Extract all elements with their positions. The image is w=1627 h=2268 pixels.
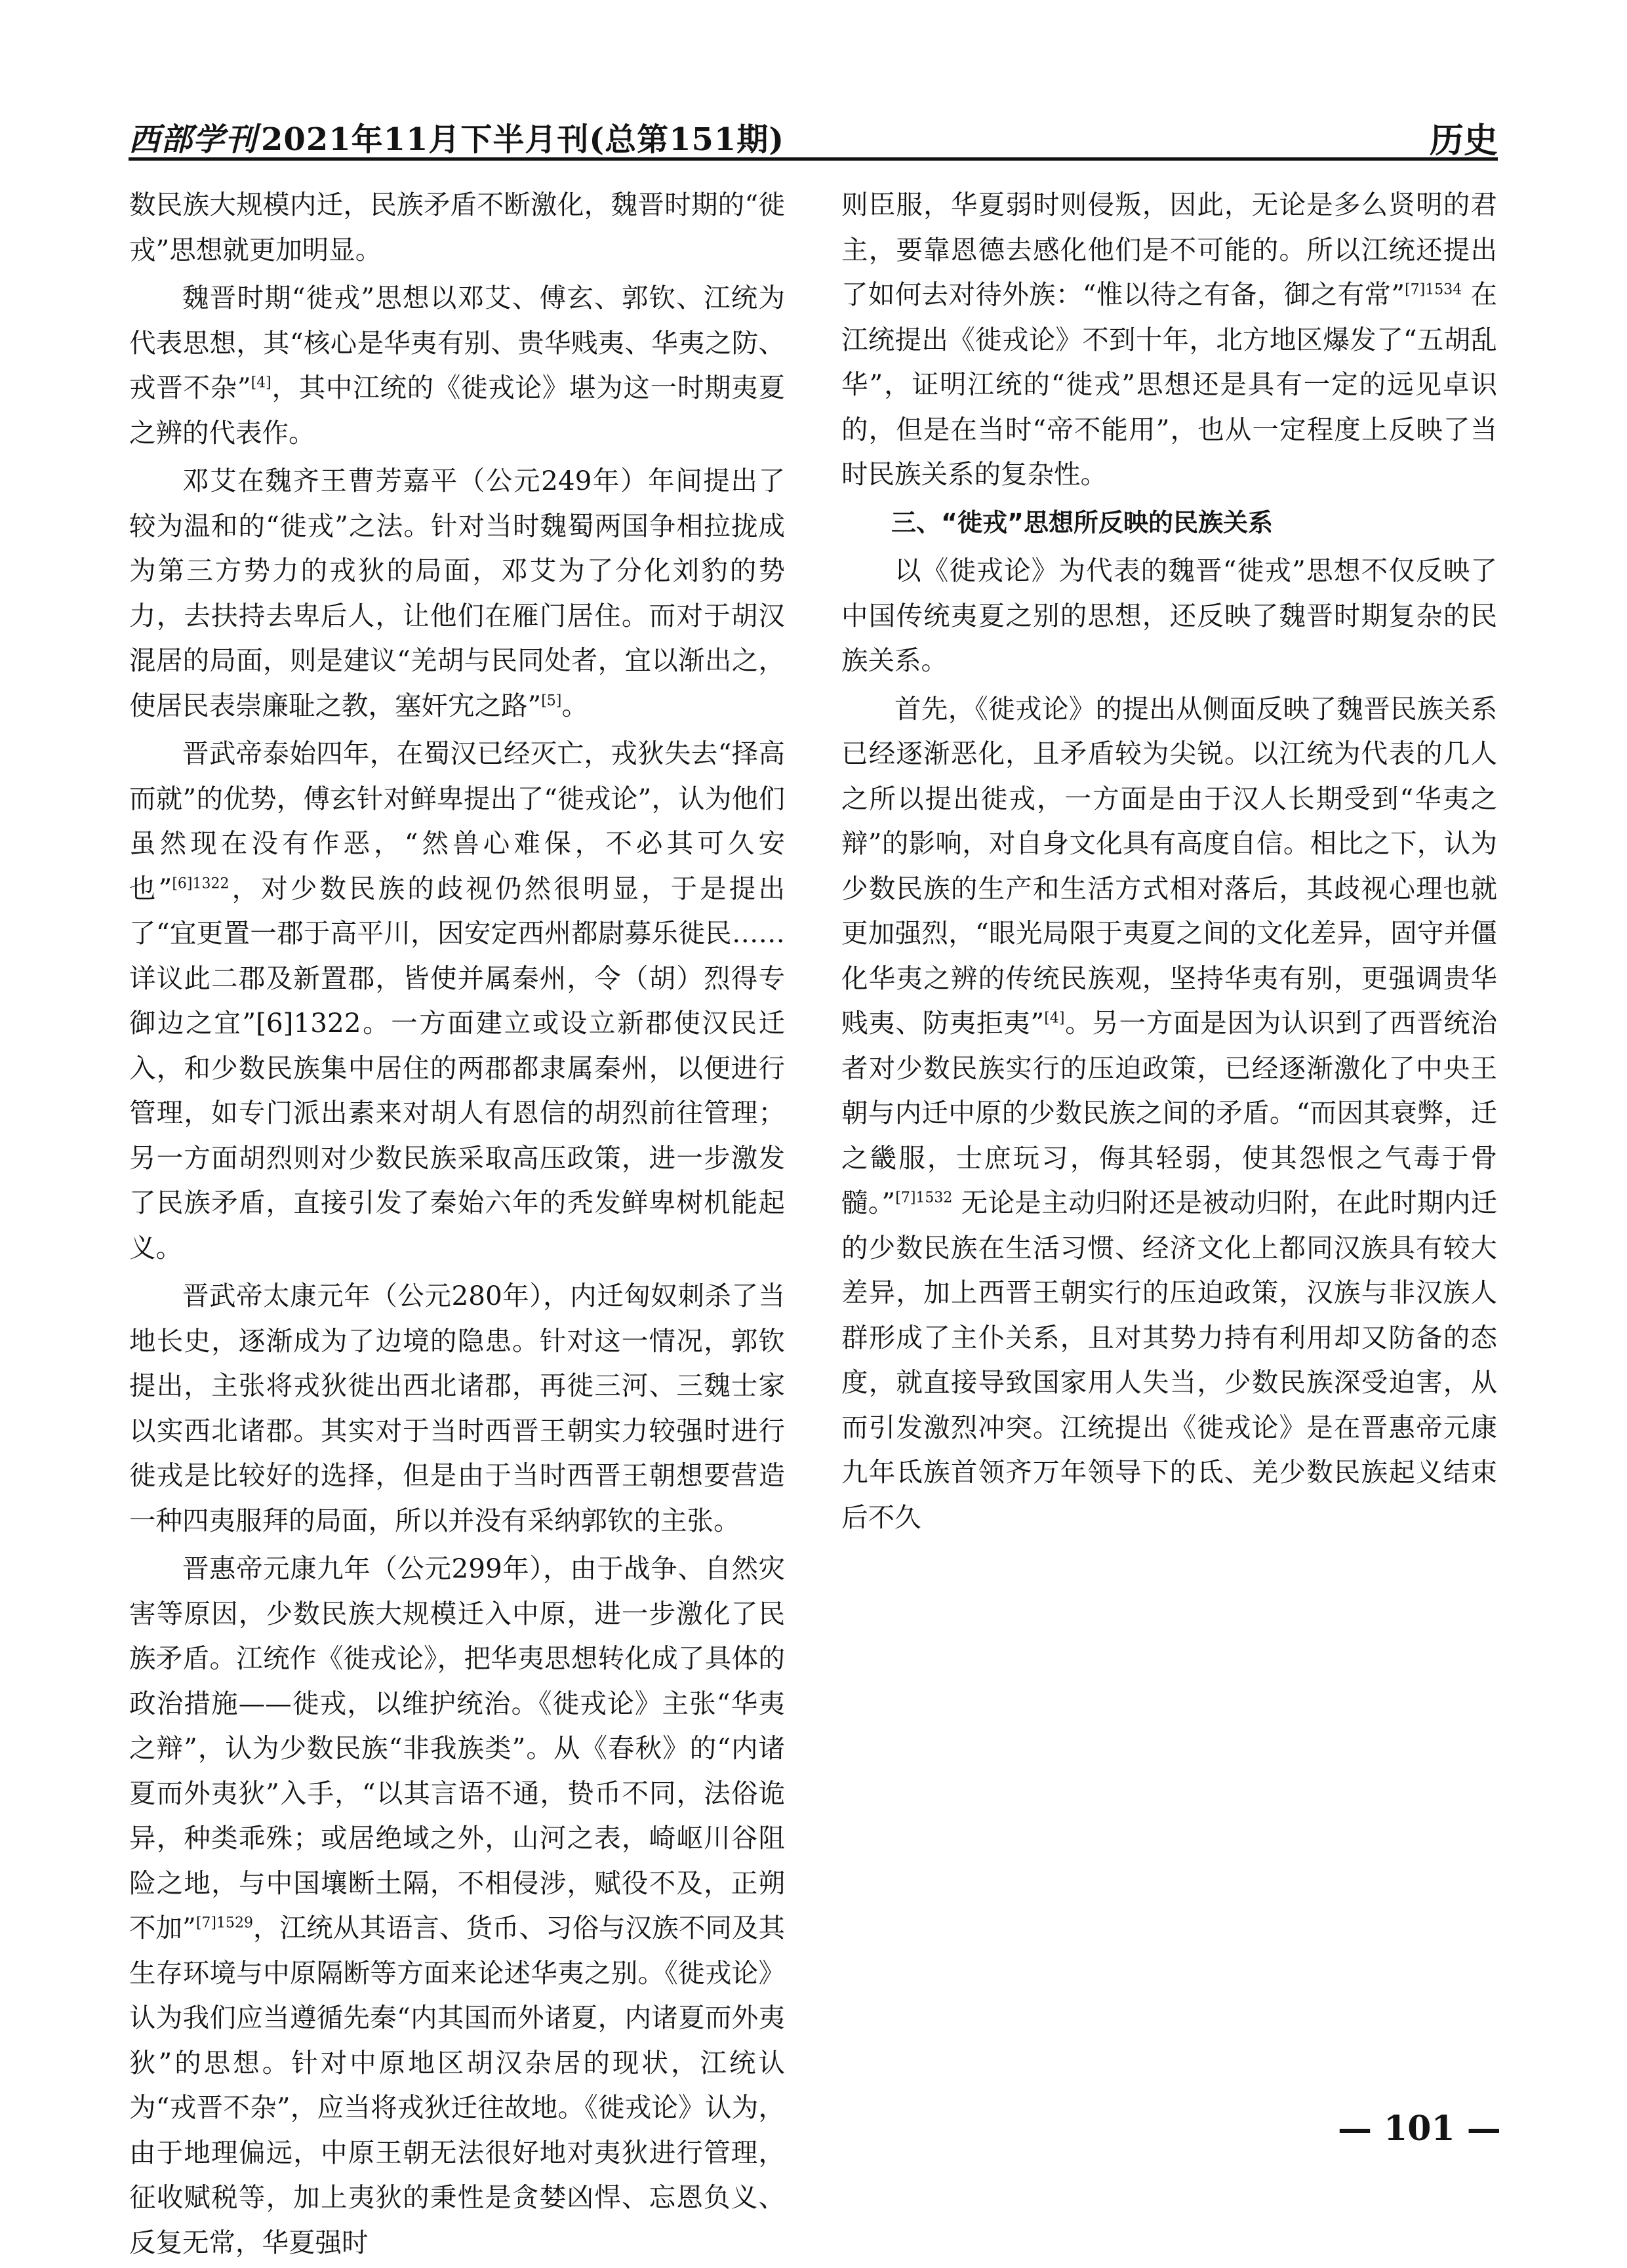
citation-marker: [6]1322 — [172, 875, 230, 892]
paragraph-text: ，江统从其语言、货币、习俗与汉族不同及其生存环境与中原隔断等方面来论述华夷之别。《徙戎论》认为我们应当遵循先秦“内其国而外诸夏，内诸夏而外夷狄”的思想。针对中原地区胡汉杂居的现状，江统认为“戎晋不杂”，应当将戎狄迁往故地。《徙戎论》认为，由于地理偏远，中原王朝无法很好地对夷狄进行管理，征收赋税等，加上夷狄的秉性是贪婪凶悍、忘恩负义、反复无常，华夏强时 — [129, 1912, 785, 2258]
paragraph-text: ，对少数民族的歧视仍然很明显，于是提出了“宜更置一郡于高平川，因安定西州都尉募乐徙民……详议此二郡及新置郡，皆使并属秦州，令（胡）烈得专御边之宜”[6]1322。一方面建立或设立新郡使汉民迁入，和少数民族集中居住的两郡都隶属秦州，以便进行管理，如专门派出素来对胡人有恩信的胡烈前往管理；另一方面胡烈则对少数民族采取高压政策，进一步激发了民族矛盾，直接引发了秦始六年的秃发鲜卑树机能起义。 — [129, 872, 785, 1263]
body-paragraph — [841, 686, 1497, 1540]
paragraph-text: 晋武帝泰始四年，在蜀汉已经灭亡，戎狄失去“择高而就”的优势，傅玄针对鲜卑提出了“徙戎论”，认为他们虽然现在没有作恶，“然兽心难保，不必其可久安也” — [129, 738, 785, 904]
paragraph-text: 。另一方面是因为认识到了西晋统治者对少数民族实行的压迫政策，已经逐渐激化了中央王朝与内迁中原的少数民族之间的矛盾。“而因其衰弊，迁之畿服，士庶玩习，侮其轻弱，使其怨恨之气毒于骨髓。” — [841, 1007, 1497, 1218]
paragraph-text: 则臣服，华夏弱时则侵叛，因此，无论是多么贤明的君主，要靠恩德去感化他们是不可能的。所以江统还提出了如何去对待外族：“惟以待之有备，御之有常” — [841, 189, 1497, 310]
body-paragraph — [129, 1273, 785, 1543]
body-paragraph — [129, 458, 785, 728]
paragraph-text: ，其中江统的《徙戎论》堪为这一时期夷夏之辨的代表作。 — [129, 372, 785, 448]
citation-marker: [7]1532 — [895, 1189, 953, 1206]
journal-logo: 西部学刊 — [129, 121, 258, 158]
section-heading: 三、“徙戎”思想所反映的民族关系 — [891, 507, 1273, 537]
body-paragraph — [129, 1546, 785, 2265]
body-paragraph — [129, 182, 785, 272]
section-title: 历史 — [1429, 121, 1498, 161]
body-paragraph — [129, 275, 785, 455]
body-paragraph — [841, 548, 1497, 683]
running-header — [129, 110, 1498, 161]
paragraph-text: 魏晋时期“徙戎”思想以邓艾、傅玄、郭钦、江统为代表思想，其“核心是华夷有别、贵华贱夷、华夷之防、戎晋不杂” — [129, 282, 785, 403]
journal-issue — [129, 114, 784, 159]
paragraph-text: 在江统提出《徙戎论》不到十年，北方地区爆发了“五胡乱华”，证明江统的“徙戎”思想还是具有一定的远见卓识的，但是在当时“帝不能用”，也从一定程度上反映了当时民族关系的复杂性。 — [841, 279, 1497, 490]
paragraph-text: 晋惠帝元康九年（公元299年），由于战争、自然灾害等原因，少数民族大规模迁入中原，进一步激化了民族矛盾。江统作《徙戎论》，把华夷思想转化成了具体的政治措施——徙戎，以维护统治。《徙戎论》主张“华夷之辩”，认为少数民族“非我族类”。从《春秋》的“内诸夏而外夷狄”入手，“以其言语不通，贽币不同，法俗诡异，种类乖殊；或居绝域之外，山河之表，崎岖川谷阻险之地，与中国壤断土隔，不相侵涉，赋役不及，正朔不加” — [129, 1553, 786, 1943]
paragraph-text: 。 — [561, 689, 588, 721]
citation-marker: [5] — [541, 692, 562, 709]
citation-marker: [4] — [1044, 1010, 1065, 1027]
citation-marker: [7]1529 — [195, 1915, 253, 1932]
paragraph-text: 首先，《徙戎论》的提出从侧面反映了魏晋民族关系已经逐渐恶化，且矛盾较为尖锐。以江统为代表的几人之所以提出徙戎，一方面是由于汉人长期受到“华夷之辩”的影响，对自身文化具有高度自信。相比之下，认为少数民族的生产和生活方式相对落后，其歧视心理也就更加强烈，“眼光局限于夷夏之间的文化差异，固守并僵化华夷之辨的传统民族观，坚持华夷有别，更强调贵华贱夷、防夷拒夷” — [841, 692, 1497, 1039]
right-column — [841, 182, 1497, 1543]
paragraph-text: 晋武帝太康元年（公元280年），内迁匈奴刺杀了当地长史，逐渐成为了边境的隐患。针对这一情况，郭钦提出，主张将戎狄徙出西北诸郡，再徙三河、三魏士家以实西北诸郡。其实对于当时西晋王朝实力较强时进行徙戎是比较好的选择，但是由于当时西晋王朝想要营造一种四夷服拜的局面，所以并没有采纳郭钦的主张。 — [129, 1280, 785, 1536]
paragraph-text: 邓艾在魏齐王曹芳嘉平（公元249年）年间提出了较为温和的“徙戎”之法。针对当时魏蜀两国争相拉拢成为第三方势力的戎狄的局面，邓艾为了分化刘豹的势力，去扶持去卑后人，让他们在雁门居住。而对于胡汉混居的局面，则是建议“羌胡与民同处者，宜以渐出之，使居民表崇廉耻之教，塞奸宄之路” — [129, 465, 785, 721]
body-paragraph — [129, 731, 785, 1270]
paragraph-text: 无论是主动归附还是被动归附，在此时期内迁的少数民族在生活习惯、经济文化上都同汉族具有较大差异，加上西晋王朝实行的压迫政策，汉族与非汉族人群形成了主仆关系，且对其势力持有利用却又防备的态度，就直接导致国家用人失当，少数民族深受迫害，从而引发激烈冲突。江统提出《徙戎论》是在晋惠帝元康九年氐族首领齐万年领导下的氐、羌少数民族起义结束后不久 — [841, 1187, 1497, 1533]
citation-marker: [4] — [251, 374, 271, 391]
header-rule — [129, 157, 1498, 161]
citation-marker: [7]1534 — [1405, 281, 1462, 298]
paragraph-text: 数民族大规模内迁，民族矛盾不断激化，魏晋时期的“徙戎”思想就更加明显。 — [129, 189, 785, 266]
issue-label: 2021年11月下半月刊(总第151期) — [261, 121, 785, 158]
page-number: — 101 — — [1338, 2109, 1501, 2149]
left-column — [129, 182, 785, 2268]
body-paragraph — [841, 182, 1497, 497]
paragraph-text: 以《徙戎论》为代表的魏晋“徙戎”思想不仅反映了中国传统夷夏之别的思想，还反映了魏晋时期复杂的民族关系。 — [841, 555, 1497, 676]
